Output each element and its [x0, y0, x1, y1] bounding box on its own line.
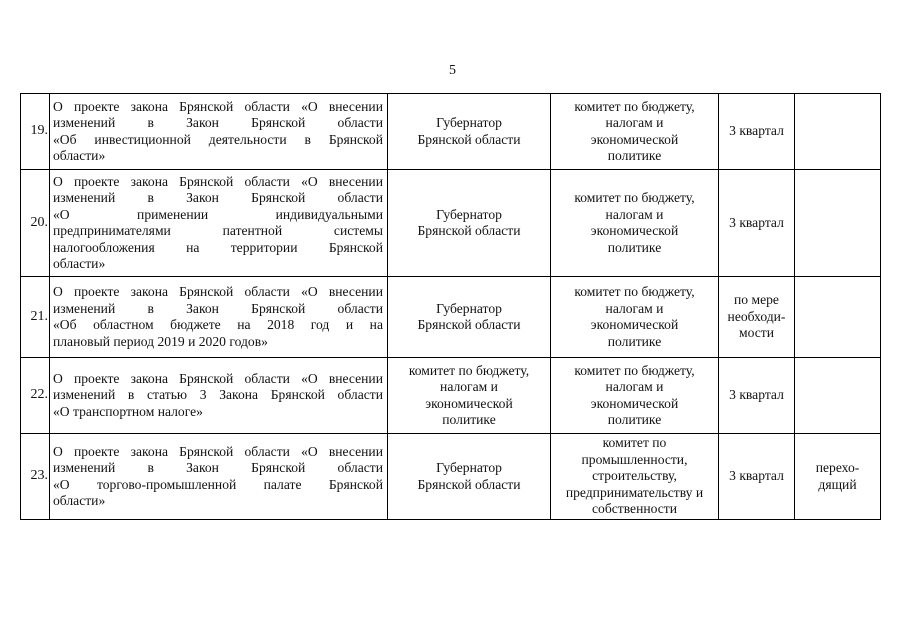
bill-title-line: области» [53, 148, 106, 163]
bill-title [50, 170, 388, 277]
row-number: 20. [21, 170, 50, 277]
note [795, 277, 881, 358]
term: 3 квартал [719, 358, 795, 434]
table-row [21, 358, 881, 434]
term: 3 квартал [719, 170, 795, 277]
bill-title-line: изменений в Закон Брянской области [53, 460, 383, 475]
initiator: комитет по бюджету, налогам и экономической политике [388, 358, 551, 434]
bill-title-line: О проекте закона Брянской области «О внесении [53, 443, 383, 459]
bill-title-line: «Об областном бюджете на 2018 год и на [53, 317, 383, 332]
term: 3 квартал [719, 434, 795, 520]
bill-title-line: изменений в статью 3 Закона Брянской области [53, 387, 383, 403]
bill-title-line: изменений в Закон Брянской области [53, 300, 383, 316]
table-row [21, 277, 881, 358]
legislative-plan-table [20, 93, 881, 520]
responsible-committee: комитет по бюджету, налогам и экономической политике [551, 170, 719, 277]
bill-title [50, 277, 388, 358]
row-number: 21. [21, 277, 50, 358]
bill-title-line: области» [53, 256, 106, 271]
term: по мере необходи-мости [719, 277, 795, 358]
bill-title-line: изменений в Закон Брянской области [53, 115, 383, 130]
responsible-committee: комитет по промышленности, строительству, предпринимательству и собственности [551, 434, 719, 520]
bill-title-line: О проекте закона Брянской области «О внесении [53, 173, 383, 189]
responsible-committee: комитет по бюджету, налогам и экономической политике [551, 94, 719, 170]
row-number: 23. [21, 434, 50, 520]
page-number: 5 [449, 63, 456, 78]
bill-title-line: плановый период 2019 и 2020 годов» [53, 333, 268, 349]
bill-title-line: предпринимателями патентной системы [53, 223, 383, 238]
bill-title-line: «О применении индивидуальными [53, 206, 383, 222]
initiator: Губернатор Брянской области [388, 277, 551, 358]
bill-title-line: «О торгово-промышленной палате Брянской [53, 476, 383, 492]
bill-title [50, 434, 388, 520]
row-number: 19. [21, 94, 50, 170]
initiator: Губернатор Брянской области [388, 170, 551, 277]
table-row [21, 94, 881, 170]
bill-title-line: «Об инвестиционной деятельности в Брянской [53, 131, 383, 147]
note: перехо-дящий [795, 434, 881, 520]
initiator: Губернатор Брянской области [388, 434, 551, 520]
table-row [21, 170, 881, 277]
bill-title [50, 94, 388, 170]
responsible-committee: комитет по бюджету, налогам и экономической политике [551, 277, 719, 358]
term: 3 квартал [719, 94, 795, 170]
bill-title-line: О проекте закона Брянской области «О внесении [53, 284, 383, 299]
bill-title-line: налогообложения на территории Брянской [53, 239, 383, 255]
initiator: Губернатор Брянской области [388, 94, 551, 170]
bill-title-line: «О транспортном налоге» [53, 403, 203, 419]
responsible-committee: комитет по бюджету, налогам и экономической политике [551, 358, 719, 434]
note [795, 358, 881, 434]
note [795, 94, 881, 170]
bill-title-line: области» [53, 493, 106, 508]
bill-title-line: изменений в Закон Брянской области [53, 190, 383, 205]
bill-title [50, 358, 388, 434]
bill-title-line: О проекте закона Брянской области «О внесении [53, 370, 383, 386]
table-row [21, 434, 881, 520]
row-number: 22. [21, 358, 50, 434]
bill-title-line: О проекте закона Брянской области «О внесении [53, 98, 383, 114]
note [795, 170, 881, 277]
